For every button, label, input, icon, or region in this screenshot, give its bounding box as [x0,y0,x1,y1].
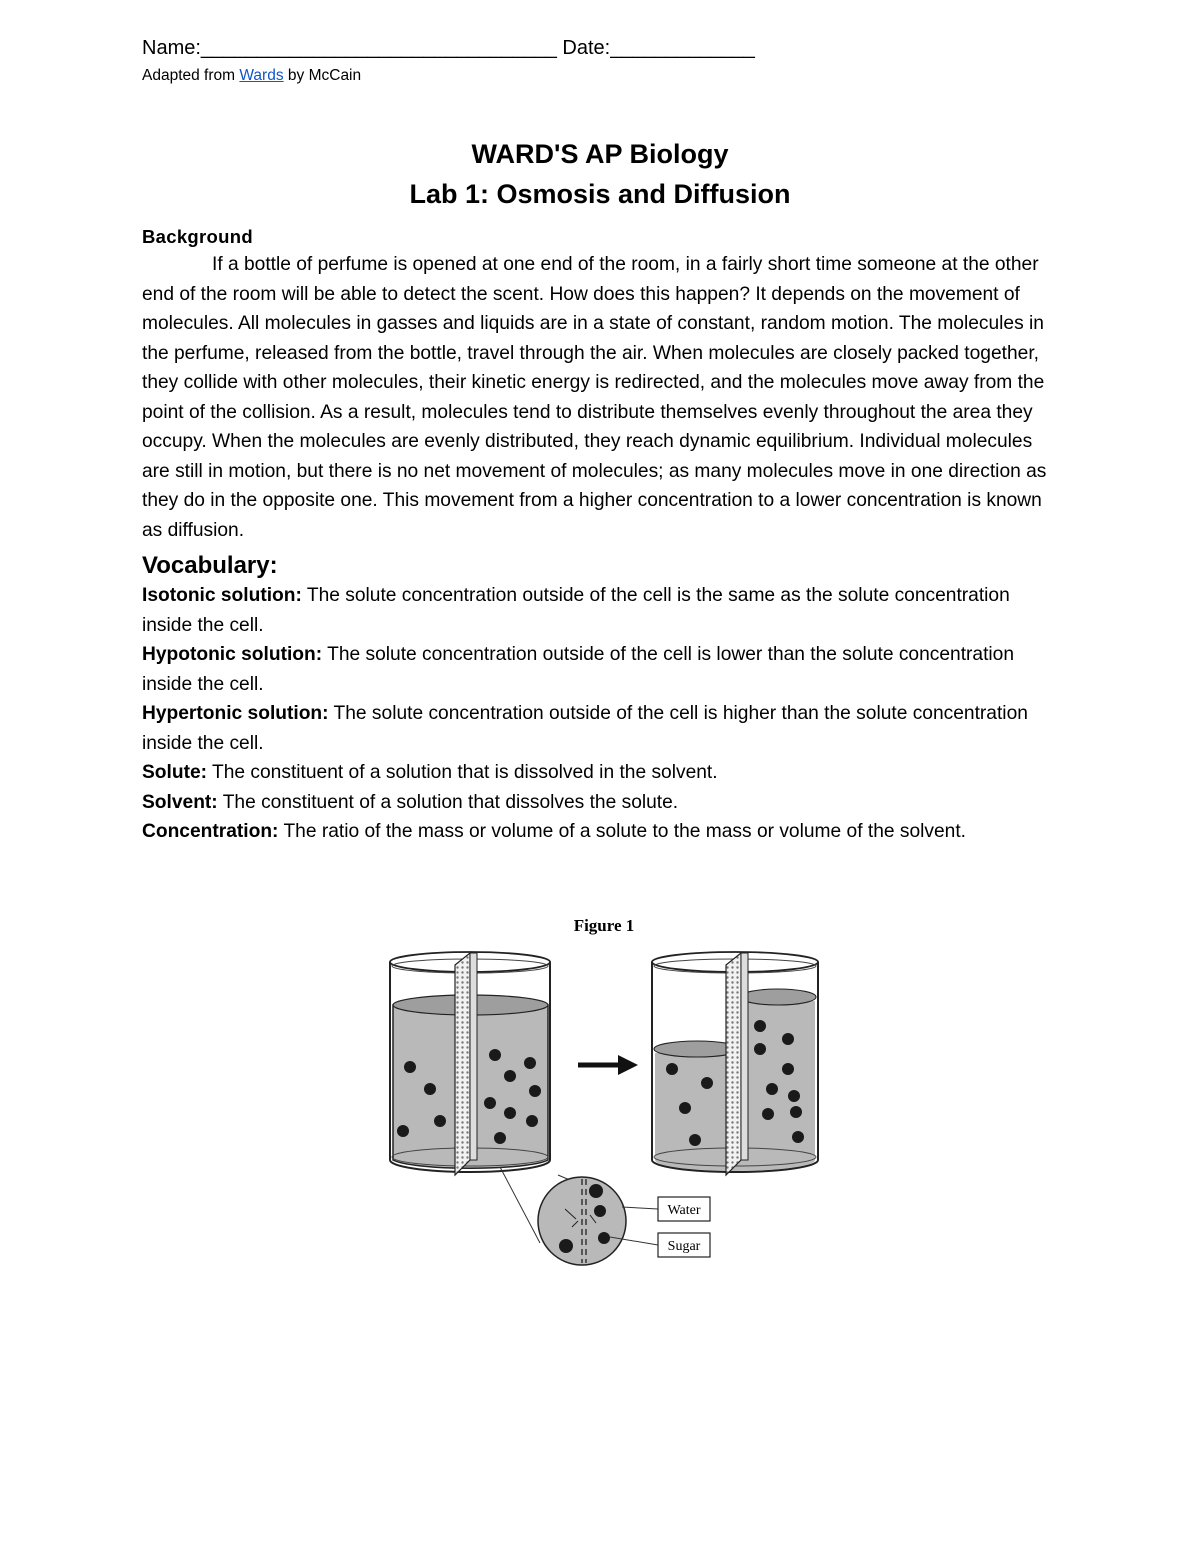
vocab-definition: The solute concentration outside of the cell is lower than the solute concentration inside the cell. [142,644,1015,695]
vocab-item-solvent [142,788,1058,818]
figure-1 [360,905,840,1285]
osmosis-diagram [360,905,840,1285]
vocab-definition: The constituent of a solution that dissolves the solute. [222,791,679,813]
lab-title: Lab 1: Osmosis and Diffusion [409,179,791,209]
vocab-term: Isotonic solution: [142,585,302,606]
date-label: Date: [562,37,611,59]
background-paragraph [142,250,1058,545]
sugar-label: Sugar [667,1239,701,1254]
vocab-item-isotonic [142,581,1058,640]
main-title: WARD'S AP Biology [471,139,729,169]
vocab-term: Hypertonic solution: [142,703,329,724]
vocab-definition: The constituent of a solution that is dissolved in the solvent. [212,762,718,783]
vocab-item-solute [142,758,1058,788]
vocabulary-heading: Vocabulary: [142,552,278,579]
background-heading: Background [142,226,253,247]
beaker-before [390,952,550,1175]
vocab-item-hypertonic [142,699,1058,758]
name-blank[interactable]: ________________________________ [200,37,557,59]
credit-prefix: Adapted from [142,67,236,84]
vocab-definition: The solute concentration outside of the cell is higher than the solute concentration inside the cell. [142,703,1028,754]
vocab-term: Hypotonic solution: [142,644,323,665]
wards-link[interactable]: Wards [239,67,284,84]
magnified-view [500,1167,710,1265]
figure-title: Figure 1 [573,916,635,935]
water-label: Water [667,1203,701,1218]
vocab-item-hypotonic [142,640,1058,699]
name-date-line [142,36,1058,60]
credit-suffix: by McCain [287,67,362,84]
background-text: If a bottle of perfume is opened at one end of the room, in a fairly short time someone at the other end of the room will be able to detect the scent. How does this happen? It depends on the movement of molecules. All molecules in gasses and liquids are in a state of constant, random motion. The molecules in the perfume, released from the bottle, travel through the air. When molecules are closely packed together, they collide with other molecules, their kinetic energy is redirected, and the molecules move away from the point of the collision. As a result, molecules tend to distribute themselves evenly throughout the area they occupy. When the molecules are evenly distributed, they reach dynamic equilibrium. Individual molecules are still in motion, but there is no net movement of molecules; as many molecules move in one direction as they do in the opposite one. This movement from a higher concentration to a lower concentration is known as diffusion. [142,254,1047,541]
credit-line [142,66,1058,86]
vocab-term: Solute: [142,762,208,783]
vocab-term: Concentration: [142,821,279,842]
name-label: Name: [142,37,201,59]
arrow-icon [578,1055,638,1075]
vocab-term: Solvent: [142,791,218,813]
date-blank[interactable]: _____________ [610,37,755,59]
document-page [142,36,1058,847]
beaker-after [652,952,818,1175]
vocab-item-concentration [142,817,1058,847]
vocab-definition: The ratio of the mass or volume of a solute to the mass or volume of the solvent. [283,821,966,842]
vocab-definition: The solute concentration outside of the cell is the same as the solute concentration inside the cell. [142,585,1010,636]
